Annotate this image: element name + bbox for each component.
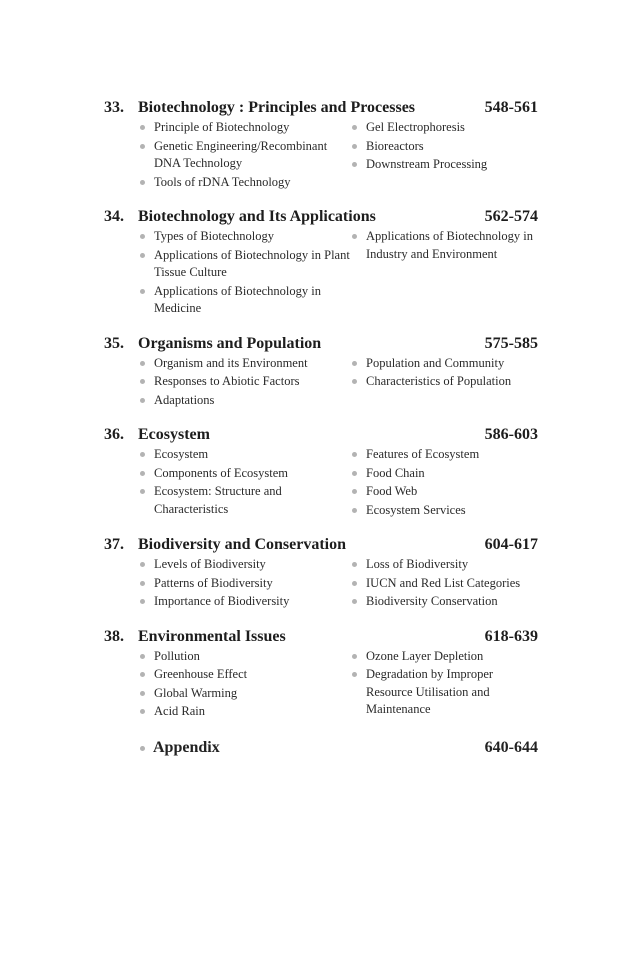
topic-item: Degradation by Improper Resource Utilisation and Maintenance <box>350 666 538 719</box>
topic-item: Food Chain <box>350 465 538 483</box>
chapter-title: Ecosystem <box>138 426 210 443</box>
topic-item: Food Web <box>350 483 538 501</box>
topic-columns <box>138 228 538 319</box>
topic-item: Population and Community <box>350 355 538 373</box>
topic-list-right <box>350 355 538 411</box>
topic-list-left <box>138 556 350 612</box>
appendix-pages: 640-644 <box>484 738 538 756</box>
topic-item: Applications of Biotechnology in Industry and Environment <box>350 228 538 263</box>
chapter-entry <box>104 97 538 192</box>
chapter-entry <box>104 626 538 722</box>
chapter-pages: 604-617 <box>484 536 538 553</box>
topic-list-right <box>350 556 538 612</box>
topic-list-left <box>138 648 350 722</box>
chapter-heading[interactable] <box>104 626 538 648</box>
topic-list-right <box>350 119 538 192</box>
chapter-heading[interactable] <box>104 97 538 119</box>
chapter-heading[interactable] <box>104 424 538 446</box>
topic-columns <box>138 556 538 612</box>
topic-item: Applications of Biotechnology in Plant Tissue Culture <box>138 247 350 282</box>
chapter-number: 36. <box>104 426 124 443</box>
topic-item: Ozone Layer Depletion <box>350 648 538 666</box>
chapter-entry <box>104 333 538 411</box>
topic-columns <box>138 648 538 722</box>
topic-item: Organism and its Environment <box>138 355 350 373</box>
topic-columns <box>138 355 538 411</box>
topic-list-right <box>350 648 538 722</box>
topic-list-left <box>138 355 350 411</box>
chapter-number: 37. <box>104 536 124 553</box>
topic-list-left <box>138 119 350 192</box>
chapter-heading[interactable] <box>104 206 538 228</box>
topic-item: Tools of rDNA Technology <box>138 174 350 192</box>
topic-list-right <box>350 228 538 319</box>
chapter-pages: 618-639 <box>484 627 538 645</box>
chapter-list <box>104 97 538 722</box>
chapter-pages: 575-585 <box>484 334 538 352</box>
chapter-pages: 548-561 <box>484 99 538 116</box>
appendix-label: Appendix <box>153 738 220 756</box>
topic-item: Gel Electrophoresis <box>350 119 538 137</box>
chapter-title: Environmental Issues <box>138 627 286 645</box>
topic-columns <box>138 446 538 520</box>
chapter-heading[interactable] <box>104 534 538 556</box>
topic-item: Bioreactors <box>350 138 538 156</box>
chapter-title: Biotechnology and Its Applications <box>138 208 376 225</box>
chapter-number: 38. <box>104 627 124 645</box>
chapter-pages: 562-574 <box>484 208 538 225</box>
topic-item: Types of Biotechnology <box>138 228 350 246</box>
chapter-title: Organisms and Population <box>138 334 322 352</box>
chapter-pages: 586-603 <box>484 426 538 443</box>
topic-item: Ecosystem Services <box>350 502 538 520</box>
topic-item: Features of Ecosystem <box>350 446 538 464</box>
topic-item: Responses to Abiotic Factors <box>138 373 350 391</box>
chapter-entry <box>104 206 538 319</box>
topic-list-right <box>350 446 538 520</box>
bullet-icon <box>140 746 145 751</box>
chapter-title: Biodiversity and Conservation <box>138 536 347 553</box>
appendix-entry[interactable] <box>104 736 538 760</box>
topic-item: Loss of Biodiversity <box>350 556 538 574</box>
chapter-entry <box>104 424 538 520</box>
topic-columns <box>138 119 538 192</box>
topic-item: Importance of Biodiversity <box>138 593 350 611</box>
topic-item: Patterns of Biodiversity <box>138 575 350 593</box>
topic-item: IUCN and Red List Categories <box>350 575 538 593</box>
topic-item: Adaptations <box>138 392 350 410</box>
chapter-title: Biotechnology : Principles and Processes <box>138 99 416 116</box>
chapter-heading[interactable] <box>104 333 538 355</box>
topic-item: Principle of Biotechnology <box>138 119 350 137</box>
topic-item: Characteristics of Population <box>350 373 538 391</box>
topic-item: Greenhouse Effect <box>138 666 350 684</box>
topic-item: Components of Ecosystem <box>138 465 350 483</box>
topic-item: Global Warming <box>138 685 350 703</box>
topic-item: Downstream Processing <box>350 156 538 174</box>
table-of-contents <box>104 97 538 760</box>
chapter-entry <box>104 534 538 612</box>
topic-item: Ecosystem: Structure and Characteristics <box>138 483 350 518</box>
topic-item: Genetic Engineering/Recombinant DNA Technology <box>138 138 350 173</box>
topic-item: Levels of Biodiversity <box>138 556 350 574</box>
chapter-number: 34. <box>104 208 124 225</box>
topic-item: Acid Rain <box>138 703 350 721</box>
topic-item: Ecosystem <box>138 446 350 464</box>
topic-list-left <box>138 228 350 319</box>
topic-item: Biodiversity Conservation <box>350 593 538 611</box>
topic-item: Applications of Biotechnology in Medicine <box>138 283 350 318</box>
topic-item: Pollution <box>138 648 350 666</box>
topic-list-left <box>138 446 350 520</box>
chapter-number: 35. <box>104 334 124 352</box>
chapter-number: 33. <box>104 99 124 116</box>
